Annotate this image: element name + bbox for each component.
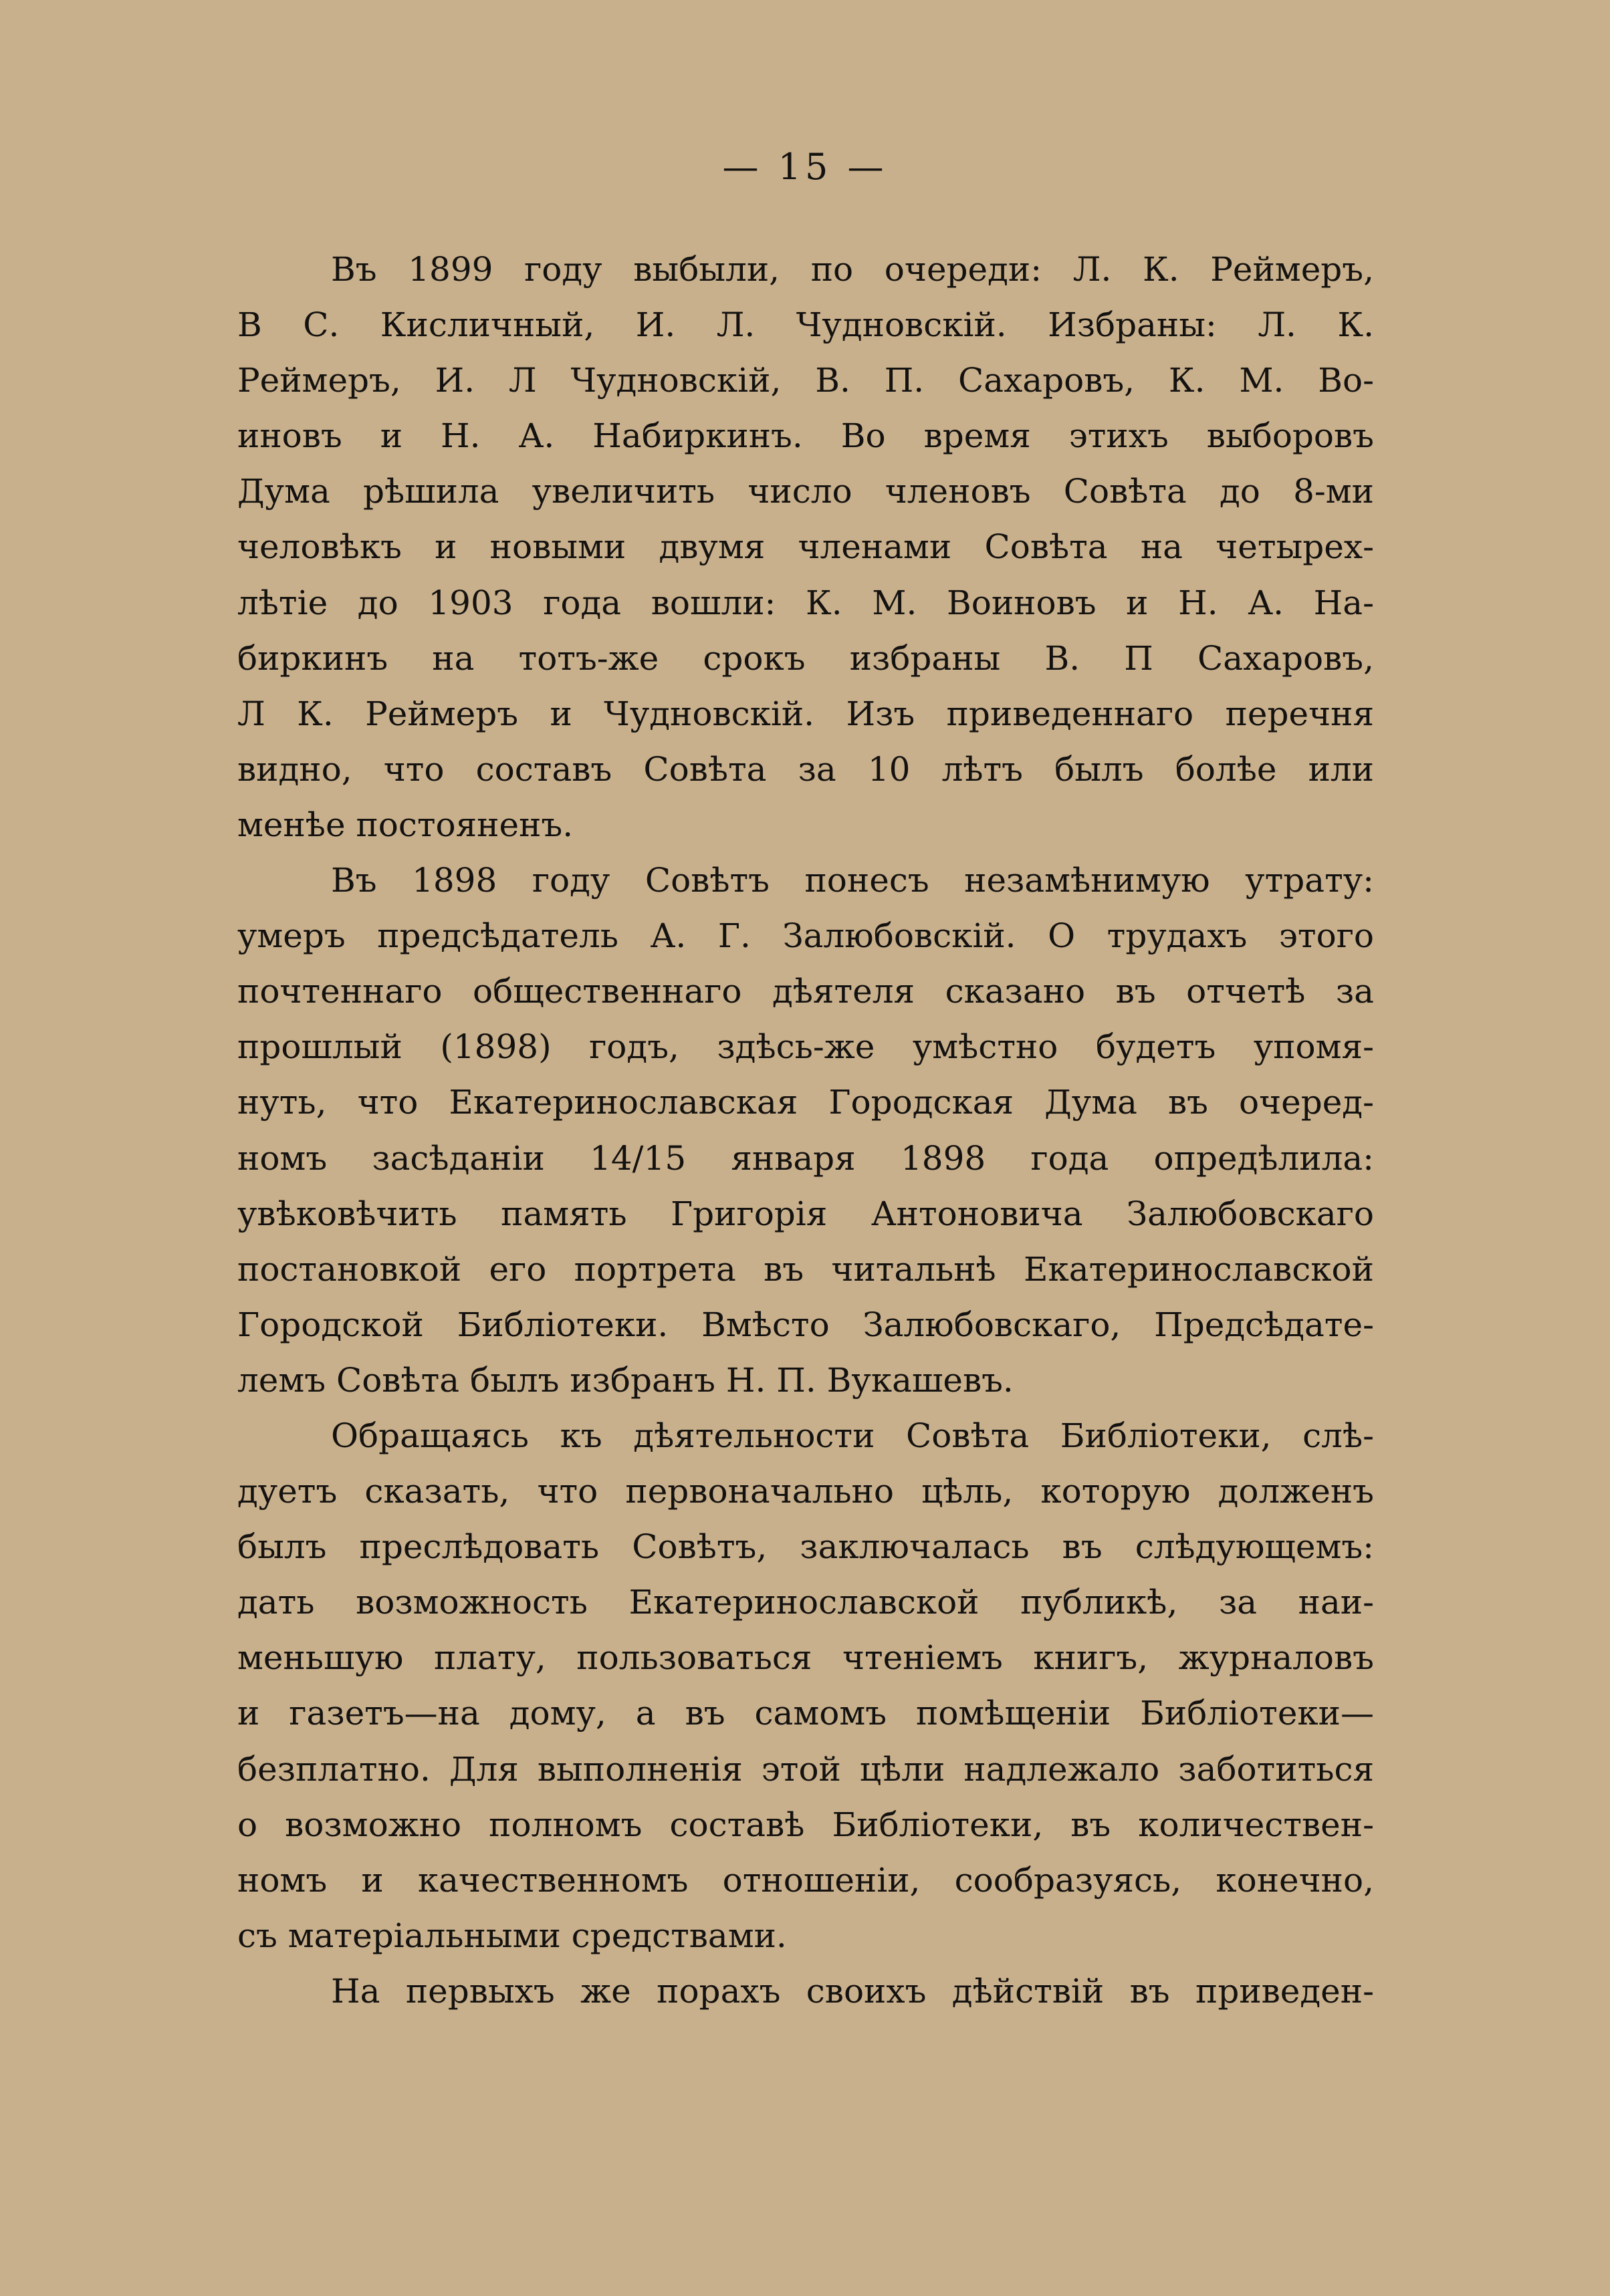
text-line: менѣе постояненъ. xyxy=(237,805,574,844)
paragraph-2 xyxy=(237,853,1374,1408)
text-line: Л К. Реймеръ и Чудновскій. Изъ приведеннаго перечня xyxy=(237,694,1374,733)
text-line: номъ и качественномъ отношеніи, сообразуясь, конечно, xyxy=(237,1860,1374,1900)
text-line: Городской Библіотеки. Вмѣсто Залюбовскаго, Предсѣдате- xyxy=(237,1305,1374,1344)
text-line: почтеннаго общественнаго дѣятеля сказано въ отчетѣ за xyxy=(237,972,1374,1011)
paragraph-3 xyxy=(237,1408,1374,1964)
text-line: о возможно полномъ составѣ Библіотеки, въ количествен- xyxy=(237,1805,1374,1844)
text-line: На первыхъ же порахъ своихъ дѣйствій въ приведен- xyxy=(331,1971,1374,2011)
text-line: умеръ предсѣдатель А. Г. Залюбовскій. О трудахъ этого xyxy=(237,916,1374,956)
text-line: лемъ Совѣта былъ избранъ Н. П. Вукашевъ. xyxy=(237,1360,1014,1400)
text-line: номъ засѣданіи 14/15 января 1898 года опредѣлила: xyxy=(237,1138,1374,1178)
text-line: нуть, что Екатеринославская Городская Дума въ очеред- xyxy=(237,1083,1374,1122)
text-line: былъ преслѣдовать Совѣтъ, заключалась въ слѣдующемъ: xyxy=(237,1527,1374,1567)
text-line: человѣкъ и новыми двумя членами Совѣта на четырех- xyxy=(237,527,1374,567)
text-line: постановкой его портрета въ читальнѣ Екатеринославской xyxy=(237,1249,1374,1289)
text-line: съ матеріальными средствами. xyxy=(237,1916,787,1955)
text-line: иновъ и Н. А. Набиркинъ. Во время этихъ выборовъ xyxy=(237,416,1374,456)
text-line: дать возможность Екатеринославской публикѣ, за наи- xyxy=(237,1583,1374,1622)
text-line: и газетъ—на дому, а въ самомъ помѣщеніи Библіотеки— xyxy=(237,1694,1374,1733)
text-line: дуетъ сказать, что первоначально цѣль, которую долженъ xyxy=(237,1472,1374,1511)
text-line: Реймеръ, И. Л Чудновскій, В. П. Сахаровъ, К. М. Во- xyxy=(237,361,1374,400)
text-line: увѣковѣчить память Григорія Антоновича Залюбовскаго xyxy=(237,1194,1374,1233)
paragraph-1 xyxy=(237,242,1374,853)
text-line: Дума рѣшила увеличить число членовъ Совѣта до 8-ми xyxy=(237,472,1374,511)
text-line: В С. Кисличный, И. Л. Чудновскій. Избраны: Л. К. xyxy=(237,305,1374,345)
page-number: — 15 — xyxy=(722,146,888,188)
text-line: Въ 1899 году выбыли, по очереди: Л. К. Реймеръ, xyxy=(331,250,1374,289)
text-line: лѣтіе до 1903 года вошли: К. М. Воиновъ и Н. А. На- xyxy=(237,583,1374,622)
text-line: биркинъ на тотъ-же срокъ избраны В. П Сахаровъ, xyxy=(237,638,1374,678)
text-line: прошлый (1898) годъ, здѣсь-же умѣстно будетъ упомя- xyxy=(237,1027,1374,1067)
paragraph-4 xyxy=(237,1964,1374,2019)
text-line: безплатно. Для выполненія этой цѣли надлежало заботиться xyxy=(237,1749,1374,1789)
body-text xyxy=(237,242,1374,2019)
text-line: меньшую плату, пользоваться чтеніемъ книгъ, журналовъ xyxy=(237,1638,1374,1678)
text-line: Въ 1898 году Совѣтъ понесъ незамѣнимую утрату: xyxy=(331,861,1374,900)
text-line: видно, что составъ Совѣта за 10 лѣтъ былъ болѣе или xyxy=(237,749,1374,789)
text-line: Обращаясь къ дѣятельности Совѣта Библіотеки, слѣ- xyxy=(331,1416,1374,1455)
